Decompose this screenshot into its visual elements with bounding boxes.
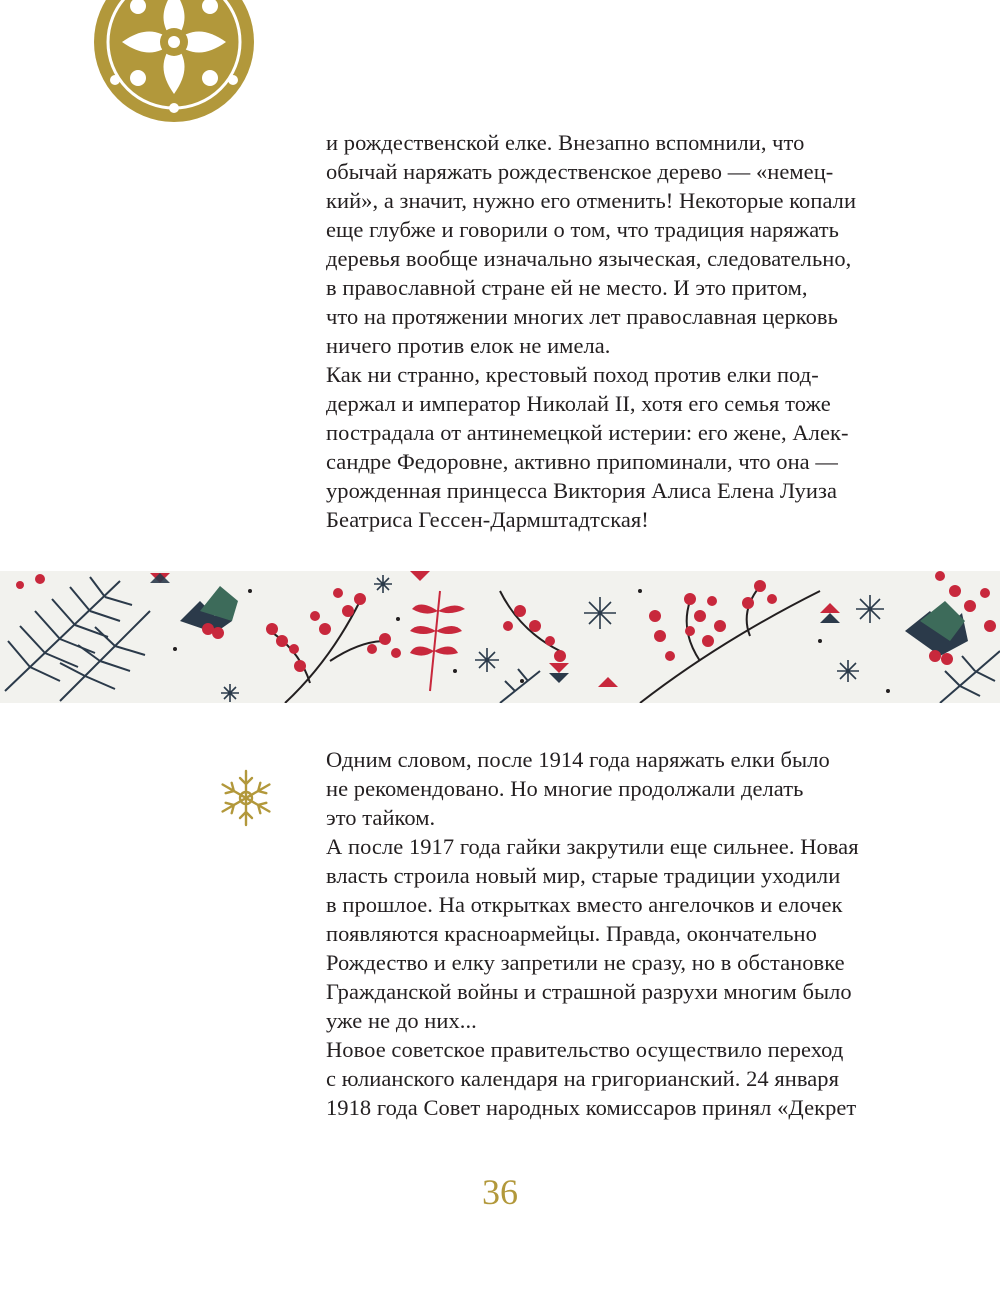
- text-line: Новое советское правительство осуществило переход: [326, 1037, 844, 1062]
- holly-berry-banner-icon: [0, 571, 1000, 703]
- text-line: держал и император Николай II, хотя его семья тоже: [326, 391, 831, 416]
- paragraph-bottom: [326, 745, 906, 1122]
- text-line: Как ни странно, крестовый поход против елки под-: [326, 362, 819, 387]
- text-line: урожденная принцесса Виктория Алиса Елена Луиза: [326, 478, 837, 503]
- text-line: уже не до них...: [326, 1008, 477, 1033]
- text-line: деревья вообще изначально языческая, следовательно,: [326, 246, 852, 271]
- text-line: ничего против елок не имела.: [326, 333, 611, 358]
- text-line: Беатриса Гессен-Дармштадтская!: [326, 507, 649, 532]
- text-line: с юлианского календаря на григорианский. 24 января: [326, 1066, 840, 1091]
- text-line: в прошлое. На открытках вместо ангелочков и елочек: [326, 892, 843, 917]
- text-line: не рекомендовано. Но многие продолжали делать: [326, 776, 804, 801]
- text-line: обычай наряжать рождественское дерево — «немец-: [326, 159, 834, 184]
- text-line: власть строила новый мир, старые традиции уходили: [326, 863, 841, 888]
- text-line: Рождество и елку запретили не сразу, но в обстановке: [326, 950, 845, 975]
- text-line: Одним словом, после 1914 года наряжать елки было: [326, 747, 830, 772]
- text-line: сандре Федоровне, активно припоминали, что она —: [326, 449, 838, 474]
- text-line: и рождественской елке. Внезапно вспомнили, что: [326, 130, 805, 155]
- gold-snowflake-icon: [215, 767, 277, 829]
- gold-ornament-icon: [93, 0, 255, 124]
- text-line: это тайком.: [326, 805, 436, 830]
- text-line: что на протяжении многих лет православная церковь: [326, 304, 838, 329]
- paragraph-top: [326, 128, 906, 534]
- text-line: пострадала от антинемецкой истерии: его жене, Алек-: [326, 420, 849, 445]
- text-line: еще глубже и говорили о том, что традиция наряжать: [326, 217, 839, 242]
- text-line: А после 1917 года гайки закрутили еще сильнее. Новая: [326, 834, 859, 859]
- page-number: 36: [482, 1172, 518, 1212]
- text-line: Гражданской войны и страшной разрухи многим было: [326, 979, 852, 1004]
- text-line: кий», а значит, нужно его отменить! Некоторые копали: [326, 188, 857, 213]
- text-line: 1918 года Совет народных комиссаров принял «Декрет: [326, 1095, 857, 1120]
- text-line: в православной стране ей не место. И это притом,: [326, 275, 808, 300]
- text-line: появляются красноармейцы. Правда, окончательно: [326, 921, 817, 946]
